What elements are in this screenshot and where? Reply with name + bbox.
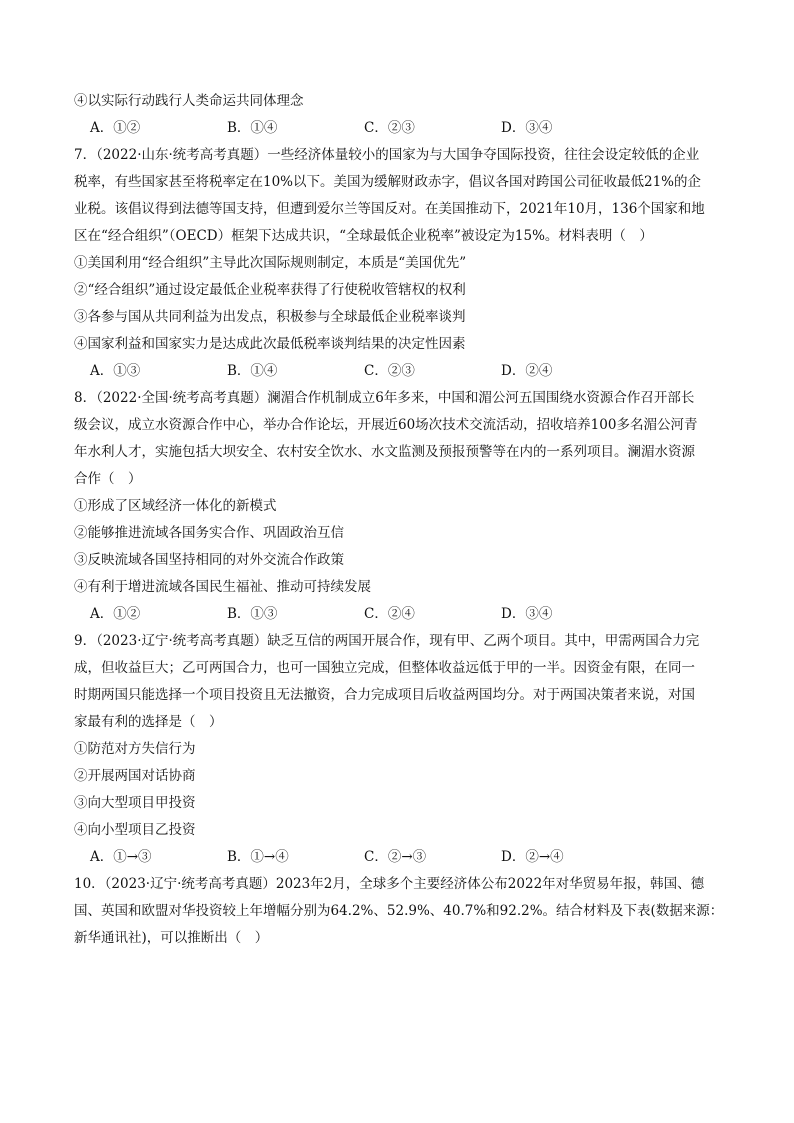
question-7 bbox=[74, 142, 724, 385]
statement-2: ②“经合组织”通过设定最低企业税率获得了行使税收管辖权的权利 bbox=[74, 282, 466, 298]
question-stem-line: 税率，有些国家甚至将税率定在10%以下。美国为缓解财政赤字，倡议各国对跨国公司征收最低21%的企 bbox=[74, 174, 702, 190]
question-stem-line: 9．（2023·辽宁·统考高考真题）缺乏互信的两国开展合作，现有甲、乙两个项目。其中，甲需两国合力完 bbox=[74, 633, 700, 649]
option-d[interactable]: D．②→④ bbox=[501, 849, 564, 865]
option-b[interactable]: B．①→④ bbox=[227, 849, 289, 865]
statement-4: ④国家利益和国家实力是达成此次最低税率谈判结果的决定性因素 bbox=[74, 336, 466, 352]
statement-1: ①美国利用“经合组织”主导此次国际规则制定，本质是“美国优先” bbox=[74, 255, 467, 271]
exam-page bbox=[74, 88, 724, 952]
answer-options bbox=[74, 358, 724, 385]
answer-options bbox=[74, 844, 724, 871]
option-d[interactable]: D．②④ bbox=[501, 363, 553, 379]
question-stem-line: 国、英国和欧盟对华投资较上年增幅分别为64.2%、52.9%、40.7%和92.2%。结合材料及下表(数据来源： bbox=[74, 903, 724, 919]
statement-2: ②能够推进流域各国务实合作、巩固政治互信 bbox=[74, 525, 344, 541]
statement-3: ③向大型项目甲投资 bbox=[74, 795, 196, 811]
question-stem-line: 区在“经合组织”（OECD）框架下达成共识，“全球最低企业税率”被设定为15%。材料表明（ ） bbox=[74, 228, 653, 244]
option-a[interactable]: A．①③ bbox=[90, 363, 141, 379]
option-c[interactable]: C．②→③ bbox=[364, 849, 427, 865]
option-b[interactable]: B．①④ bbox=[227, 120, 278, 136]
question-stem-line: 时期两国只能选择一个项目投资且无法撤资，合力完成项目后收益两国均分。对于两国决策者来说，对国 bbox=[74, 687, 695, 703]
option-a[interactable]: A．①→③ bbox=[90, 849, 152, 865]
option-a[interactable]: A．①② bbox=[90, 606, 141, 622]
statement-1: ①形成了区域经济一体化的新模式 bbox=[74, 498, 277, 514]
question-8 bbox=[74, 385, 724, 628]
option-a[interactable]: A．①② bbox=[90, 120, 141, 136]
option-c[interactable]: C．②③ bbox=[364, 363, 415, 379]
statement-3: ③各参与国从共同利益为出发点，积极参与全球最低企业税率谈判 bbox=[74, 309, 466, 325]
question-stem-line: 10．（2023·辽宁·统考高考真题）2023年2月，全球多个主要经济体公布2022年对华贸易年报，韩国、德 bbox=[74, 876, 705, 892]
question-stem-line: 8．（2022·全国·统考高考真题）澜湄合作机制成立6年多来，中国和湄公河五国围绕水资源合作召开部长 bbox=[74, 390, 695, 406]
question-stem-line: 业税。该倡议得到法德等国支持，但遭到爱尔兰等国反对。在美国推动下，2021年10月，136个国家和地 bbox=[74, 201, 705, 217]
option-c[interactable]: C．②④ bbox=[364, 606, 415, 622]
answer-options bbox=[74, 115, 724, 142]
question-stem-line: 合作（ ） bbox=[74, 471, 142, 487]
option-d[interactable]: D．③④ bbox=[501, 120, 553, 136]
option-b[interactable]: B．①④ bbox=[227, 363, 278, 379]
question-stem-line: 家最有利的选择是（ ） bbox=[74, 714, 223, 730]
question-stem-line: 新华通讯社)，可以推断出（ ） bbox=[74, 930, 269, 946]
question-6-tail bbox=[74, 88, 724, 142]
statement-4: ④以实际行动践行人类命运共同体理念 bbox=[74, 93, 304, 109]
statement-4: ④有利于增进流域各国民生福祉、推动可持续发展 bbox=[74, 579, 371, 595]
answer-options bbox=[74, 601, 724, 628]
question-stem-line: 级会议，成立水资源合作中心，举办合作论坛，开展近60场次技术交流活动，招收培养100多名湄公河青 bbox=[74, 417, 698, 433]
option-d[interactable]: D．③④ bbox=[501, 606, 553, 622]
question-9 bbox=[74, 628, 724, 871]
statement-1: ①防范对方失信行为 bbox=[74, 741, 196, 757]
question-10 bbox=[74, 871, 724, 952]
option-b[interactable]: B．①③ bbox=[227, 606, 278, 622]
question-stem-line: 年水利人才，实施包括大坝安全、农村安全饮水、水文监测及预报预警等在内的一系列项目。澜湄水资源 bbox=[74, 444, 695, 460]
question-stem-line: 成，但收益巨大；乙可两国合力，也可一国独立完成，但整体收益远低于甲的一半。因资金有限，在同一 bbox=[74, 660, 695, 676]
option-c[interactable]: C．②③ bbox=[364, 120, 415, 136]
statement-3: ③反映流域各国坚持相同的对外交流合作政策 bbox=[74, 552, 344, 568]
statement-2: ②开展两国对话协商 bbox=[74, 768, 196, 784]
question-stem-line: 7．（2022·山东·统考高考真题）一些经济体量较小的国家为与大国争夺国际投资，往往会设定较低的企业 bbox=[74, 147, 700, 163]
statement-4: ④向小型项目乙投资 bbox=[74, 822, 196, 838]
